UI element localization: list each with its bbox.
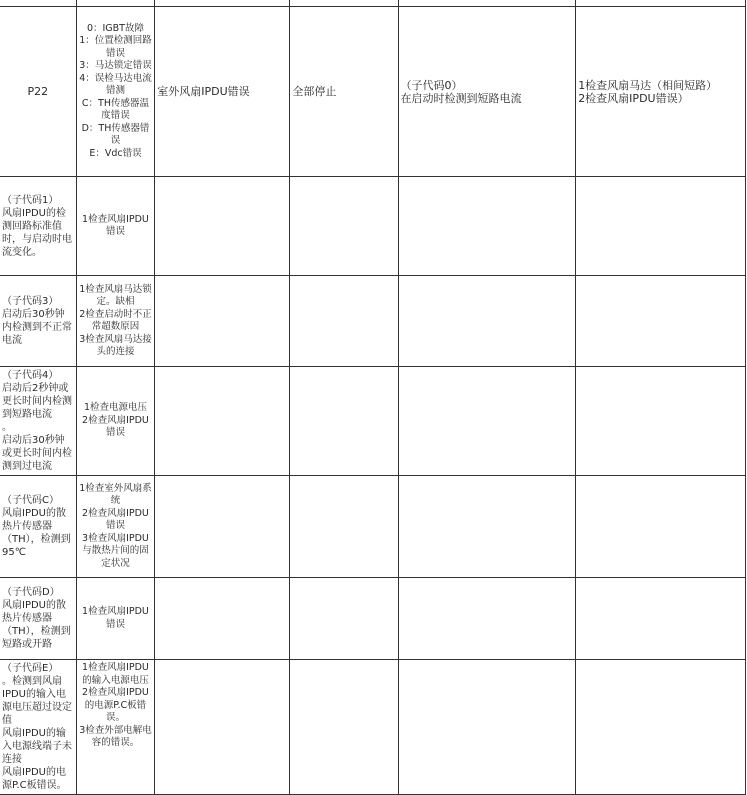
check-items-cell: 1检查风扇IPDU的输入电源电压 2检查风扇IPDU的电源P.C板错误。 3检查外部电解电容的错误。 [76,660,155,795]
table-row [0,276,746,367]
table-row [0,7,746,177]
detection-cell: （子代码0） 在启动时检测到短路电流 [398,7,576,177]
check-items-cell: 1检查室外风扇系统 2检查风扇IPDU错误 3检查风扇IPDU与散热片间的固定状况 [76,476,155,578]
check-items-cell: 1检查风扇IPDU错误 [76,578,155,660]
condition-cell: （子代码4） 启动后2秒钟或更长时间内检测到短路电流 。 启动后30秒钟或更长时间内检测到过电流 [0,367,76,476]
sub-code-list-cell: 0：IGBT故障 1：位置检测回路错误 3：马达锁定错误 4：误检马达电流错测 C：TH传感器温度错误 D：TH传感器错误 E：Vdc错误 [76,7,155,177]
table-row [0,476,746,578]
fault-code-cell: P22 [0,7,76,177]
table-row [0,177,746,276]
condition-cell: （子代码C） 风扇IPDU的散热片传感器（TH），检测到95℃ [0,476,76,578]
check-items-cell: 1检查风扇IPDU错误 [76,177,155,276]
table-row [0,367,746,476]
condition-cell: （子代码1） 风扇IPDU的检测回路标准值时，与启动时电流变化。 [0,177,76,276]
check-items-cell: 1检查电源电压 2检查风扇IPDU错误 [76,367,155,476]
check-cell: 1检查风扇马达（相间短路） 2检查风扇IPDU错误） [576,7,746,177]
condition-cell: （子代码D） 风扇IPDU的散热片传感器（TH），检测到短路或开路 [0,578,76,660]
check-items-cell: 1检查风扇马达锁定。缺相 2检查启动时不正常超数原因 3检查风扇马达接头的连接 [76,276,155,367]
condition-cell: （子代码E） 。检测到风扇IPDU的输入电源电压超过设定值 风扇IPDU的输入电源线端子未连接 风扇IPDU的电源P.C板错误。 [0,660,76,795]
table-row [0,660,746,795]
table-row [0,578,746,660]
fault-name-cell: 室外风扇IPDU错误 [155,7,290,177]
action-cell: 全部停止 [290,7,398,177]
condition-cell: （子代码3） 启动后30秒钟内检测到不正常电流 [0,276,76,367]
